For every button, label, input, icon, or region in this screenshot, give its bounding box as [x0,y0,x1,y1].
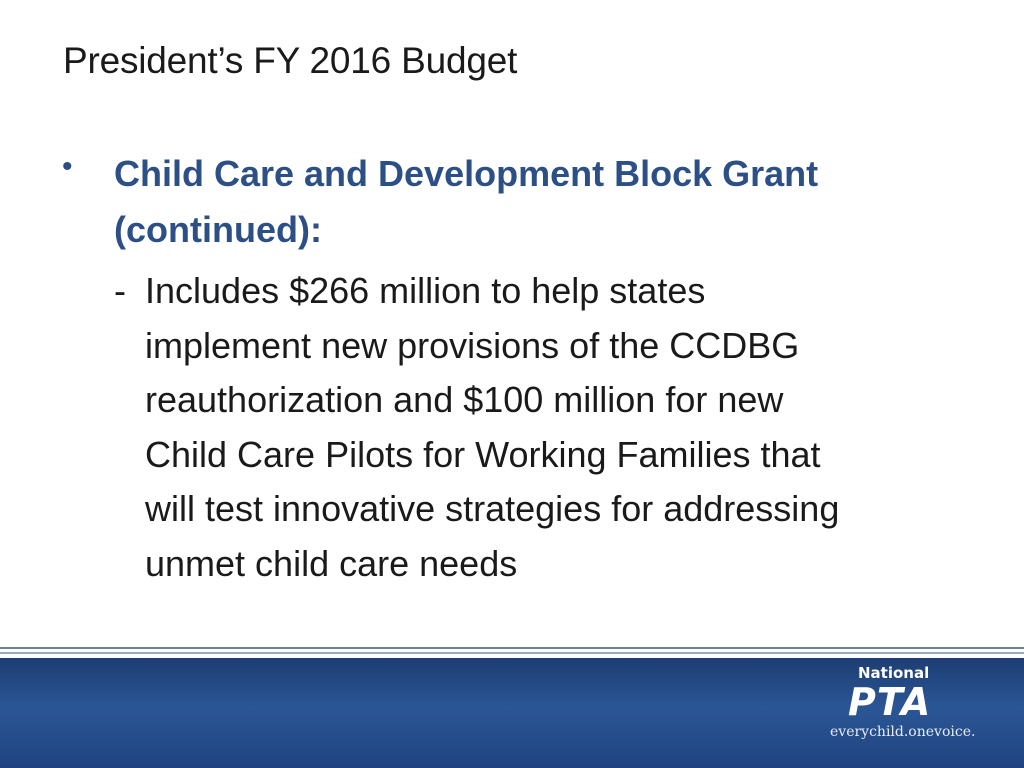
sub-item-line: reauthorization and $100 million for new [145,379,784,420]
sub-item-line: will test innovative strategies for addressing [145,488,840,529]
logo-national-text: National [858,664,930,682]
footer-divider [0,647,1024,649]
sub-item-line: Child Care Pilots for Working Families that [145,433,821,475]
sub-item-text [145,264,985,591]
footer-divider [0,652,1024,654]
bullet-heading: Child Care and Development Block Grant (continued): [114,153,819,250]
bullet-marker: • [62,150,73,183]
sub-item-line: unmet child care needs [145,542,518,584]
logo-pta-text: PTA [848,680,932,724]
sub-item-line: Includes $266 million to help states [145,270,706,311]
pta-logo [826,664,976,750]
sub-item-marker: - [114,270,126,311]
slide-title: President’s FY 2016 Budget [63,40,518,81]
logo-tagline: everychild.onevoice. [830,724,976,740]
sub-item-line: implement new provisions of the CCDBG [145,324,800,366]
